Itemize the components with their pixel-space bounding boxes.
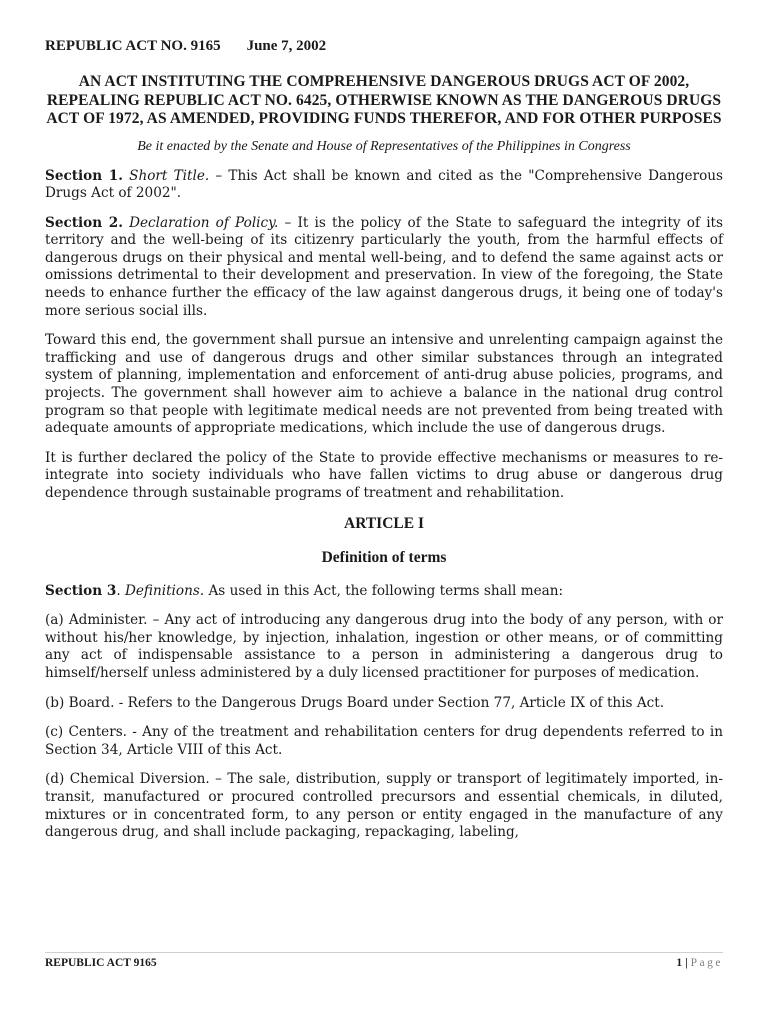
section-3	[45, 583, 723, 601]
section-1	[45, 168, 723, 203]
paragraph-toward: Toward this end, the government shall pursue an intensive and unrelenting campaign against the trafficking and use of dangerous drugs and other similar substances through an integrated system of planning, implementation and enforcement of anti-drug abuse policies, programs, and projects. The government shall however aim to achieve a balance in the national drug control program so that people with legitimate medical needs are not prevented from being treated with adequate amounts of appropriate medications, which include the use of dangerous drugs.	[45, 332, 723, 437]
paragraph-further: It is further declared the policy of the State to provide effective mechanisms or measures to re-integrate into society individuals who have fallen victims to drug abuse or dangerous drug dependence through sustainable programs of treatment and rehabilitation.	[45, 449, 723, 501]
section-2	[45, 215, 723, 321]
section-1-text: – This Act shall be known and cited as the "Comprehensive Dangerous Drugs Act of 2002".	[45, 167, 724, 202]
footer-divider	[45, 952, 723, 953]
document-title: AN ACT INSTITUTING THE COMPREHENSIVE DANGEROUS DRUGS ACT OF 2002, REPEALING REPUBLIC ACT NO. 6425, OTHERWISE KNOWN AS THE DANGEROUS DRUGS ACT OF 1972, AS AMENDED, PROVIDING FUNDS THEREFOR, AND FOR OTHER PURPOSES	[46, 73, 722, 127]
definition-b: (b) Board. - Refers to the Dangerous Drugs Board under Section 77, Article IX of this Act.	[45, 694, 665, 711]
section-2-label: Section 2.	[45, 214, 123, 231]
footer-act-label: REPUBLIC ACT 9165	[45, 957, 157, 969]
footer-page-info	[676, 957, 723, 969]
footer-page-word: Page	[690, 957, 723, 969]
enacting-clause: Be it enacted by the Senate and House of Representatives of the Philippines in Congress	[137, 138, 631, 154]
act-date: June 7, 2002	[246, 38, 327, 54]
section-2-text: – It is the policy of the State to safeguard the integrity of its territory and the well-being of its citizenry particularly the youth, from the harmful effects of dangerous drugs on their physical and mental well-being, and to defend the same against acts or omissions detrimental to their development and preservation. In view of the foregoing, the State needs to enhance further the efficacy of the law against dangerous drugs, it being one of today's more serious social ills.	[45, 214, 723, 319]
footer-page-number: 1	[676, 957, 683, 969]
page-footer	[45, 957, 723, 969]
section-3-dot: .	[116, 582, 125, 599]
definition-c: (c) Centers. - Any of the treatment and rehabilitation centers for drug dependents referred to in Section 34, Article VIII of this Act.	[45, 724, 723, 758]
section-2-heading: Declaration of Policy.	[129, 214, 279, 231]
document-header	[45, 38, 723, 55]
section-3-text: As used in this Act, the following terms shall mean:	[204, 582, 564, 599]
definition-d: (d) Chemical Diversion. – The sale, distribution, supply or transport of legitimately imported, in-transit, manufactured or procured controlled precursors and essential chemicals, in diluted, mixtures or in concentrated form, to any person or entity engaged in the manufacture of any dangerous drug, and shall include packaging, repackaging, labeling,	[45, 771, 723, 841]
section-1-label: Section 1.	[45, 167, 123, 184]
article-number: ARTICLE I	[344, 514, 424, 532]
section-3-label: Section 3	[45, 582, 117, 599]
section-3-heading: Definitions.	[124, 582, 205, 599]
section-1-heading: Short Title.	[129, 167, 210, 184]
act-number: REPUBLIC ACT NO. 9165	[45, 38, 221, 54]
footer-separator: |	[685, 957, 688, 969]
article-title: Definition of terms	[321, 548, 447, 566]
definition-a: (a) Administer. – Any act of introducing any dangerous drug into the body of any person, with or without his/her knowledge, by injection, inhalation, ingestion or other means, or of committing any act of indispensable assistance to a person in administering a dangerous drug to himself/herself unless administered by a duly licensed practitioner for purposes of medication.	[45, 612, 723, 681]
